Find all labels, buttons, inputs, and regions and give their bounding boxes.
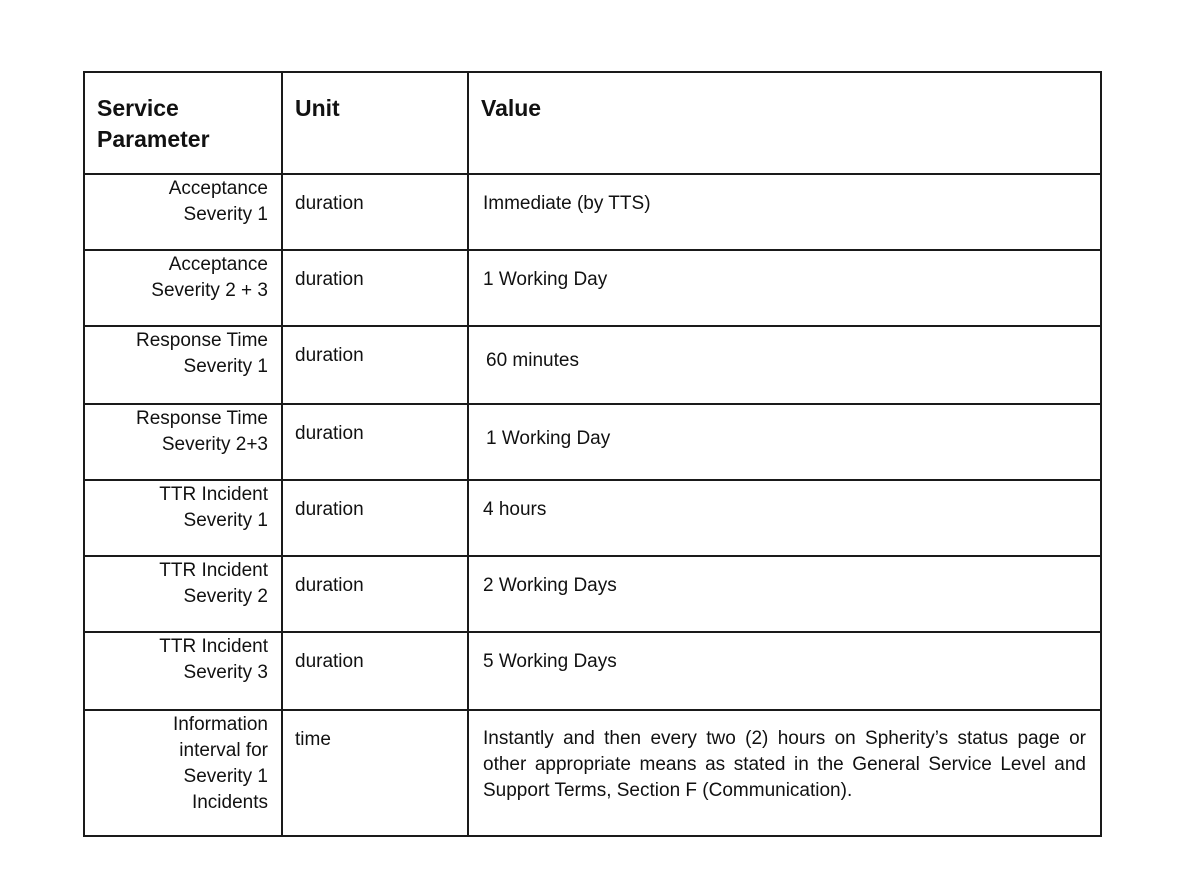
parameter-line: Severity 1 bbox=[183, 510, 268, 531]
unit-cell: duration bbox=[282, 250, 468, 326]
value-cell: 1 Working Day bbox=[468, 250, 1101, 326]
value-cell: 2 Working Days bbox=[468, 556, 1101, 632]
value-cell: Instantly and then every two (2) hours on Spherity’s status page or other appropriate means as stated in the General Service Level and Support Terms, Section F (Communication). bbox=[468, 710, 1101, 836]
service-level-table-container bbox=[83, 71, 1102, 837]
parameter-line: Severity 2 bbox=[183, 586, 268, 607]
header-service-parameter: Service Parameter bbox=[84, 72, 282, 174]
parameter-line: TTR Incident bbox=[159, 560, 268, 581]
value-cell: 4 hours bbox=[468, 480, 1101, 556]
header-unit: Unit bbox=[282, 72, 468, 174]
service-parameter-cell bbox=[84, 326, 282, 404]
service-parameter-cell bbox=[84, 480, 282, 556]
service-parameter-cell bbox=[84, 710, 282, 836]
unit-cell: duration bbox=[282, 480, 468, 556]
unit-cell: duration bbox=[282, 326, 468, 404]
table-row bbox=[84, 250, 1101, 326]
table-row bbox=[84, 710, 1101, 836]
table-row bbox=[84, 632, 1101, 710]
value-cell: 60 minutes bbox=[468, 326, 1101, 404]
table-row bbox=[84, 174, 1101, 250]
parameter-line: Severity 2 + 3 bbox=[151, 280, 268, 301]
parameter-line: Severity 2+3 bbox=[161, 434, 268, 455]
unit-cell: time bbox=[282, 710, 468, 836]
unit-cell: duration bbox=[282, 632, 468, 710]
table-row bbox=[84, 326, 1101, 404]
header-value: Value bbox=[468, 72, 1101, 174]
table-row bbox=[84, 556, 1101, 632]
table-row bbox=[84, 404, 1101, 480]
table-header-row bbox=[84, 72, 1101, 174]
parameter-line: Severity 1 bbox=[183, 766, 268, 787]
service-parameter-cell bbox=[84, 174, 282, 250]
service-parameter-cell bbox=[84, 250, 282, 326]
unit-cell: duration bbox=[282, 556, 468, 632]
parameter-line: Response Time bbox=[135, 408, 268, 429]
service-level-table bbox=[83, 71, 1102, 837]
unit-cell: duration bbox=[282, 174, 468, 250]
parameter-line: Severity 1 bbox=[183, 356, 268, 377]
parameter-line: Incidents bbox=[191, 792, 268, 813]
parameter-line: TTR Incident bbox=[159, 636, 268, 657]
parameter-line: Information bbox=[172, 714, 268, 735]
service-parameter-cell bbox=[84, 632, 282, 710]
parameter-line: Response Time bbox=[135, 330, 268, 351]
value-cell: Immediate (by TTS) bbox=[468, 174, 1101, 250]
parameter-line: interval for bbox=[179, 740, 268, 761]
unit-cell: duration bbox=[282, 404, 468, 480]
value-cell: 5 Working Days bbox=[468, 632, 1101, 710]
parameter-line: Severity 3 bbox=[183, 662, 268, 683]
service-parameter-cell bbox=[84, 404, 282, 480]
parameter-line: Acceptance bbox=[168, 178, 268, 199]
value-cell: 1 Working Day bbox=[468, 404, 1101, 480]
parameter-line: TTR Incident bbox=[159, 484, 268, 505]
table-row bbox=[84, 480, 1101, 556]
service-parameter-cell bbox=[84, 556, 282, 632]
parameter-line: Severity 1 bbox=[183, 204, 268, 225]
parameter-line: Acceptance bbox=[168, 254, 268, 275]
